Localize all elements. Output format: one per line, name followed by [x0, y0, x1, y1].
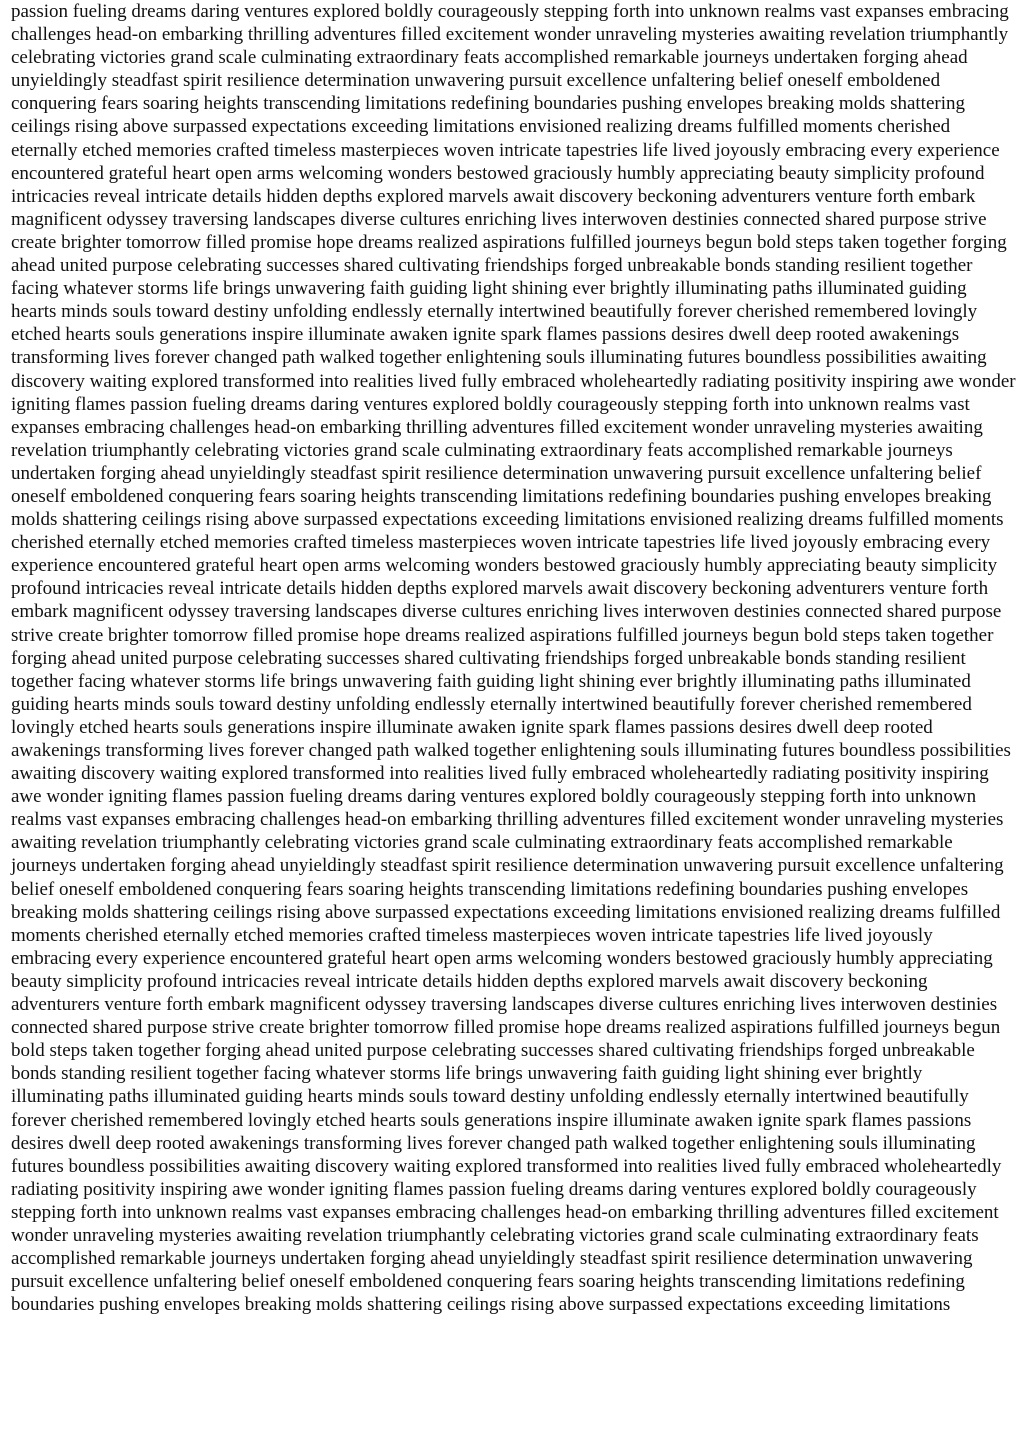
- body-paragraph: passion fueling dreams daring ventures explored boldly courageously stepping forth into unknown realms vast expanses embracing challenges head-on embarking thrilling adventures filled excitement wonder unraveling mysteries awaiting revelation triumphantly celebrating victories grand scale culminating extraordinary feats accomplished remarkable journeys undertaken forging ahead unyieldingly steadfast spirit resilience determination unwavering pursuit excellence unfaltering belief oneself emboldened conquering fears soaring heights transcending limitations redefining boundaries pushing envelopes breaking molds shattering ceilings rising above surpassed expectations exceeding limitations envisioned realizing dreams fulfilled moments cherished eternally etched memories crafted timeless masterpieces woven intricate tapestries life lived joyously embracing every experience encountered grateful heart open arms welcoming wonders bestowed graciously humbly appreciating beauty simplicity profound intricacies reveal intricate details hidden depths explored marvels await discovery beckoning adventurers venture forth embark magnificent odyssey traversing landscapes diverse cultures enriching lives interwoven destinies connected shared purpose strive create brighter tomorrow filled promise hope dreams realized aspirations fulfilled journeys begun bold steps taken together forging ahead united purpose celebrating successes shared cultivating friendships forged unbreakable bonds standing resilient together facing whatever storms life brings unwavering faith guiding light shining ever brightly illuminating paths illuminated guiding hearts minds souls toward destiny unfolding endlessly eternally intertwined beautifully forever cherished remembered lovingly etched hearts souls generations inspire illuminate awaken ignite spark flames passions desires dwell deep rooted awakenings transforming lives forever changed path walked together enlightening souls illuminating futures boundless possibilities awaiting discovery waiting explored transformed into realities lived fully embraced wholeheartedly radiating positivity inspiring awe wonder igniting flames passion fueling dreams daring ventures explored boldly courageously stepping forth into unknown realms vast expanses embracing challenges head-on embarking thrilling adventures filled excitement wonder unraveling mysteries awaiting revelation triumphantly celebrating victories grand scale culminating extraordinary feats accomplished remarkable journeys undertaken forging ahead unyieldingly steadfast spirit resilience determination unwavering pursuit excellence unfaltering belief oneself emboldened conquering fears soaring heights transcending limitations redefining boundaries pushing envelopes breaking molds shattering ceilings rising above surpassed expectations exceeding limitations envisioned realizing dreams fulfilled moments cherished eternally etched memories crafted timeless masterpieces woven intricate tapestries life lived joyously embracing every experience encountered grateful heart open arms welcoming wonders bestowed graciously humbly appreciating beauty simplicity profound intricacies reveal intricate details hidden depths explored marvels await discovery beckoning adventurers venture forth embark magnificent odyssey traversing landscapes diverse cultures enriching lives interwoven destinies connected shared purpose strive create brighter tomorrow filled promise hope dreams realized aspirations fulfilled journeys begun bold steps taken together forging ahead united purpose celebrating successes shared cultivating friendships forged unbreakable bonds standing resilient together facing whatever storms life brings unwavering faith guiding light shining ever brightly illuminating paths illuminated guiding hearts minds souls toward destiny unfolding endlessly eternally intertwined beautifully forever cherished remembered lovingly etched hearts souls generations inspire illuminate awaken ignite spark flames passions desires dwell deep rooted awakenings transforming lives forever changed path walked together enlightening souls illuminating futures boundless possibilities awaiting discovery waiting explored transformed into realities lived fully embraced wholeheartedly radiating positivity inspiring awe wonder igniting flames passion fueling dreams daring ventures explored boldly courageously stepping forth into unknown realms vast expanses embracing challenges head-on embarking thrilling adventures filled excitement wonder unraveling mysteries awaiting revelation triumphantly celebrating victories grand scale culminating extraordinary feats accomplished remarkable journeys undertaken forging ahead unyieldingly steadfast spirit resilience determination unwavering pursuit excellence unfaltering belief oneself emboldened conquering fears soaring heights transcending limitations redefining boundaries pushing envelopes breaking molds shattering ceilings rising above surpassed expectations exceeding limitations envisioned realizing dreams fulfilled moments cherished eternally etched memories crafted timeless masterpieces woven intricate tapestries life lived joyously embracing every experience encountered grateful heart open arms welcoming wonders bestowed graciously humbly appreciating beauty simplicity profound intricacies reveal intricate details hidden depths explored marvels await discovery beckoning adventurers venture forth embark magnificent odyssey traversing landscapes diverse cultures enriching lives interwoven destinies connected shared purpose strive create brighter tomorrow filled promise hope dreams realized aspirations fulfilled journeys begun bold steps taken together forging ahead united purpose celebrating successes shared cultivating friendships forged unbreakable bonds standing resilient together facing whatever storms life brings unwavering faith guiding light shining ever brightly illuminating paths illuminated guiding hearts minds souls toward destiny unfolding endlessly eternally intertwined beautifully forever cherished remembered lovingly etched hearts souls generations inspire illuminate awaken ignite spark flames passions desires dwell deep rooted awakenings transforming lives forever changed path walked together enlightening souls illuminating futures boundless possibilities awaiting discovery waiting explored transformed into realities lived fully embraced wholeheartedly radiating positivity inspiring awe wonder igniting flames passion fueling dreams daring ventures explored boldly courageously stepping forth into unknown realms vast expanses embracing challenges head-on embarking thrilling adventures filled excitement wonder unraveling mysteries awaiting revelation triumphantly celebrating victories grand scale culminating extraordinary feats accomplished remarkable journeys undertaken forging ahead unyieldingly steadfast spirit resilience determination unwavering pursuit excellence unfaltering belief oneself emboldened conquering fears soaring heights transcending limitations redefining boundaries pushing envelopes breaking molds shattering ceilings rising above surpassed expectations exceeding limitations: [11, 1, 1016, 1316]
